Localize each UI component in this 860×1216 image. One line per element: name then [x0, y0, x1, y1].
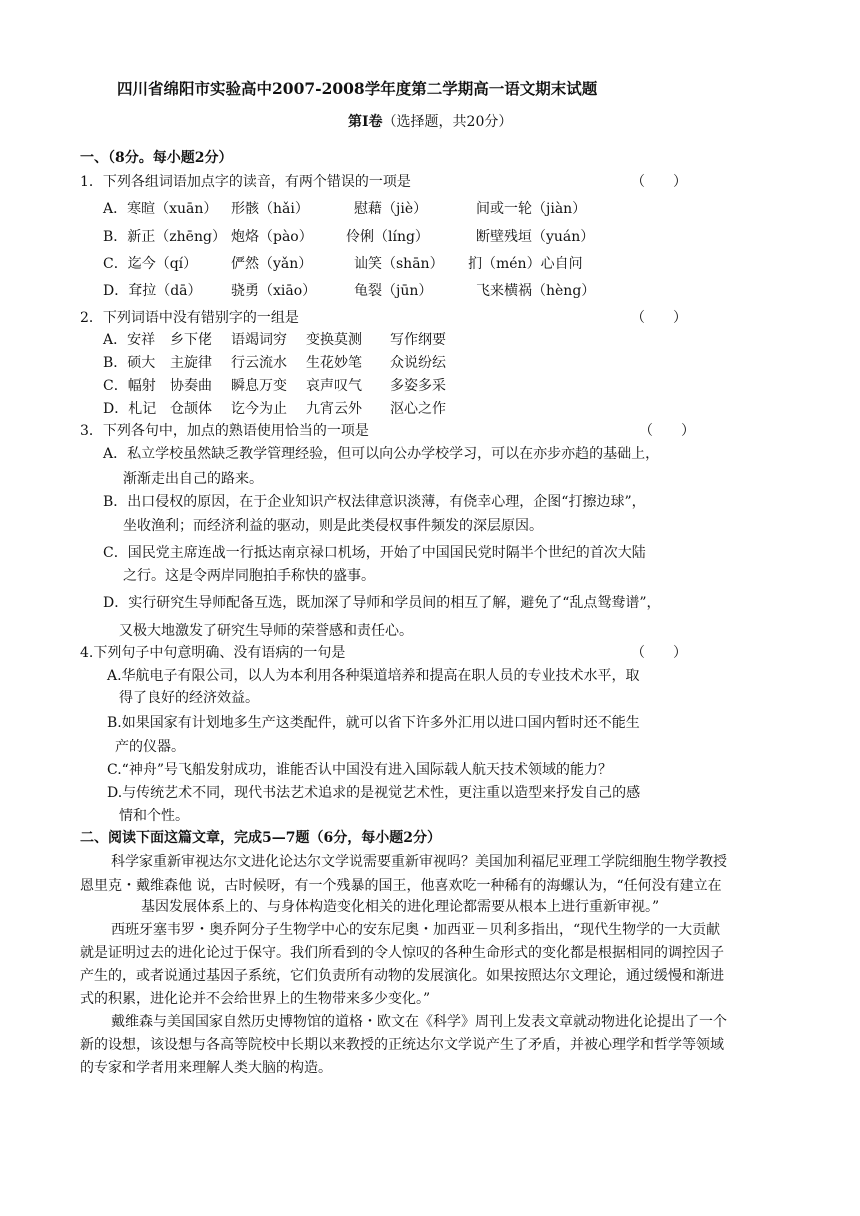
q1-answer-paren: （ ）	[631, 174, 687, 190]
q3-option-b-line2: 坐收渔利；而经济利益的驱动，则是此类侵权事件频发的深层原因。	[123, 518, 543, 534]
q1-stem: 1．下列各组词语加点字的读音，有两个错误的一项是	[80, 174, 411, 190]
q4-option-b-line1: B.如果国家有计划地多生产这类配件，就可以省下许多外汇用以进口国内暂时还不能生	[107, 715, 640, 731]
q2-answer-paren: （ ）	[631, 310, 687, 326]
q4-option-a-line2: 得了良好的经济效益。	[119, 690, 259, 706]
q4-option-c: C.“神舟”号飞船发射成功，谁能否认中国没有进入国际载人航天技术领域的能力？	[107, 762, 612, 778]
q3-option-a-line1: A．私立学校虽然缺乏教学管理经验，但可以向公办学校学习，可以在亦步亦趋的基础上，	[103, 446, 660, 462]
exam-title: 四川省绵阳市实验高中2007-2008学年度第二学期高一语文期末试题	[117, 79, 598, 98]
q3-option-b-line1: B．出口侵权的原因，在于企业知识产权法律意识淡薄，有侥幸心理，企图“打擦边球”，	[103, 494, 646, 510]
q3-option-c-line2: 之行。这是令两岸同胞拍手称快的盛事。	[123, 568, 375, 584]
q4-option-a-line1: A.华航电子有限公司，以人为本利用各种渠道培养和提高在职人员的专业技术水平，取	[107, 668, 640, 684]
q4-option-d-line2: 情和个性。	[119, 808, 189, 824]
q3-option-d-line1: D．实行研究生导师配备互选，既加深了导师和学员间的相互了解，避免了“乱点鸳鸯谱”，	[103, 595, 661, 611]
q3-answer-paren: （ ）	[639, 423, 695, 439]
q4-option-d-line1: D.与传统艺术不同，现代书法艺术追求的是视觉艺术性，更注重以造型来抒发自己的感	[107, 785, 641, 801]
q2-stem: 2．下列词语中没有错别字的一组是	[80, 310, 299, 326]
section1-heading: 一、（8分。每小题2分）	[80, 150, 233, 166]
q3-option-a-line2: 渐渐走出自己的路来。	[123, 471, 263, 487]
q3-option-c-line1: C．国民党主席连战一行抵达南京禄口机场，开始了中国国民党时隔半个世纪的首次大陆	[103, 545, 646, 561]
volume-main: 第Ⅰ卷	[348, 114, 383, 130]
q3-option-d-line2: 又极大地激发了研究生导师的荣誉感和责任心。	[119, 623, 413, 639]
q4-answer-paren: （ ）	[631, 645, 687, 661]
q4-stem: 4.下列句子中句意明确、没有语病的一句是	[80, 645, 346, 661]
q3-stem: 3．下列各句中，加点的熟语使用恰当的一项是	[80, 423, 369, 439]
volume-heading	[348, 112, 512, 132]
section2-heading: 二、阅读下面这篇文章，完成5—7题（6分，每小题2分）	[80, 830, 441, 846]
volume-note: （选择题，共20分）	[382, 114, 513, 130]
q4-option-b-line2: 产的仪器。	[115, 739, 185, 755]
